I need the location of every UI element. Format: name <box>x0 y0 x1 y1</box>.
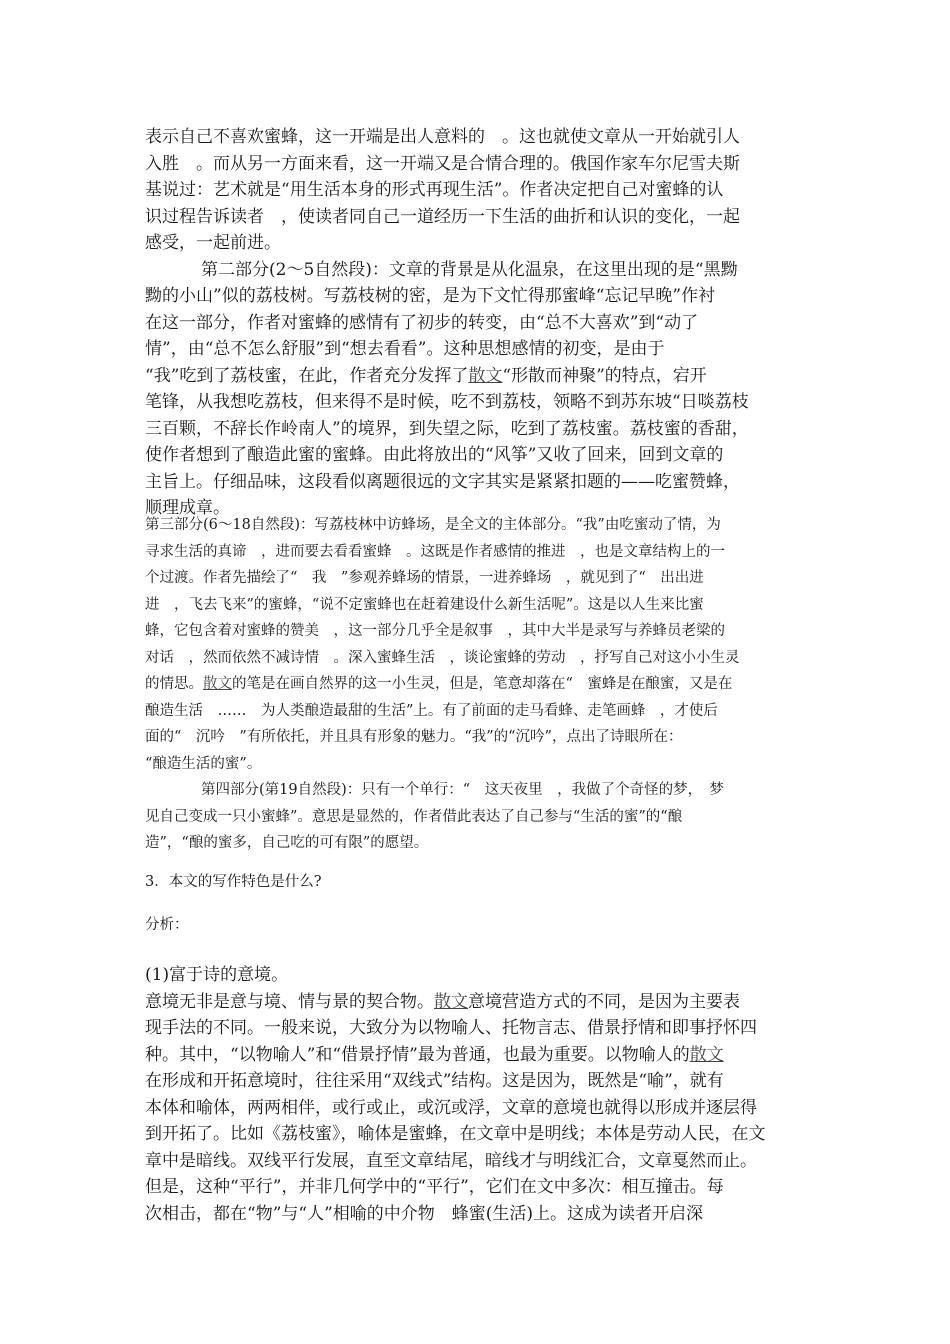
paragraph-line: 三百颗，不辞长作岭南人”的境界，到失望之际，吃到了荔枝蜜。荔枝蜜的香甜， <box>145 418 749 439</box>
paragraph-line: 第三部分(6～18自然段)：写荔枝林中访蜂场，是全文的主体部分。“我”由吃蜜动了情，为 <box>145 517 721 533</box>
line-text: 种。其中，“以物喻人”和“借景抒情”最为普通，也最为重要。以物喻人的 <box>145 1044 690 1065</box>
paragraph-line: 到开拓了。比如《荔枝蜜》，喻体是蜜蜂，在文章中是明线；本体是劳动人民，在文 <box>145 1124 766 1144</box>
section-writing-features <box>145 962 805 1227</box>
prose-link[interactable]: 散文 <box>434 991 468 1012</box>
paragraph-line: 第四部分(第19自然段)：只有一个单行：“ 这天夜里 ，我做了个奇怪的梦， 梦 <box>201 782 724 798</box>
analysis-text: 分析： <box>145 917 189 933</box>
paragraph-line: 造”，“酿的蜜多，自己吃的可有限”的愿望。 <box>145 835 429 851</box>
paragraph-line <box>145 671 805 698</box>
paragraph-line: 个过渡。作者先描绘了“ 我 ”参观养蜂场的情景，一进养蜂场 ，就见到了“ 出出进 <box>145 570 704 586</box>
line-text: 的情思。 <box>145 676 203 692</box>
paragraph-line: 面的“ 沉吟 ”有所依托，并且具有形象的魅力。“我”的“沉吟”，点出了诗眼所在： <box>145 729 683 745</box>
paragraph-line: 表示自己不喜欢蜜蜂，这一开端是出人意料的 。这也就使文章从一开始就引人 <box>145 127 740 147</box>
paragraph-line: 黝的小山”似的荔枝树。写荔枝树的密，是为下文忙得那蜜峰“忘记早晚”作衬 <box>145 286 716 306</box>
paragraph-line: 入胜 。而从另一方面来看，这一开端又是合情合理的。俄国作家车尔尼雪夫斯 <box>145 153 740 174</box>
prose-link[interactable]: 散文 <box>468 365 503 386</box>
paragraph-line: 基说过：艺术就是“用生活本身的形式再现生活”。作者决定把自己对蜜蜂的认 <box>145 180 724 200</box>
prose-link[interactable]: 散文 <box>203 676 232 692</box>
paragraph-line: 使作者想到了酿造此蜜的蜜蜂。由此将放出的“风筝”又收了回来，回到文章的 <box>145 445 724 465</box>
paragraph-line: 顺理成章。 <box>145 498 230 518</box>
line-text: 的笔是在画自然界的这一小生灵，但是，笔意却落在“ 蜜蜂是在酿蜜，又是在 <box>232 676 733 692</box>
paragraph-line: 识过程告诉读者 ，使读者同自己一道经历一下生活的曲折和认识的变化，一起 <box>145 206 740 227</box>
paragraph-line: 见自己变成一只小蜜蜂”。意思是显然的，作者借此表达了自己参与“生活的蜜”的“酿 <box>145 808 683 825</box>
paragraph-line: 蜂，它包含着对蜜蜂的赞美 ，这一部分几乎全是叙事 ，其中大半是录写与养蜂员老梁的 <box>145 623 725 639</box>
paragraph-line <box>145 989 805 1016</box>
analysis-label <box>145 912 805 939</box>
line-text: 意境无非是意与境、情与景的契合物。 <box>145 991 434 1012</box>
paragraph-line: 主旨上。仔细品味，这段看似离题很远的文字其实是紧紧扣题的——吃蜜赞蜂， <box>145 471 740 492</box>
paragraph-line: 情”，由“总不怎么舒服”到“想去看看”。这种思想感情的初变，是由于 <box>145 339 665 359</box>
paragraph-line: 但是，这种“平行”，并非几何学中的“平行”，它们在文中多次：相互撞击。每 <box>145 1177 724 1197</box>
paragraph-line: 现手法的不同。一般来说，大致分为以物喻人、托物言志、借景抒情和即事抒怀四 <box>145 1018 757 1038</box>
paragraph-line <box>145 363 805 390</box>
prose-link[interactable]: 散文 <box>689 1044 724 1065</box>
line-text: 意境营造方式的不同，是因为主要表 <box>468 991 740 1012</box>
question-text: 3．本文的写作特色是什么? <box>145 874 322 890</box>
paragraph-line: 本体和喻体，两两相伴，或行或止，或沉或浮，文章的意境也就得以形成并逐层得 <box>145 1097 757 1118</box>
paragraph-line: 进 ，飞去飞来”的蜜蜂，“说不定蜜蜂也在赶着建设什么新生活呢”。这是以人生来比蜜 <box>145 596 704 613</box>
paragraph-line <box>145 1042 805 1069</box>
paragraph-line: 酿造生活 …… 为人类酿造最甜的生活”上。有了前面的走马看蜂、走笔画蜂 ，才使后 <box>145 702 718 719</box>
paragraph-line: 对话 ，然而依然不减诗情 。深入蜜蜂生活 ，谈论蜜蜂的劳动 ，抒写自己对这小小生灵 <box>145 649 740 666</box>
feature-heading: (1)富于诗的意境。 <box>145 965 289 985</box>
paragraph-line: 笔锋，从我想吃荔枝，但来得不是时候，吃不到荔枝，领略不到苏东坡“日啖荔枝 <box>145 392 749 412</box>
paragraph-line: 在这一部分，作者对蜜蜂的感情有了初步的转变，由“总不大喜欢”到“动了 <box>145 312 699 333</box>
paragraph-line: 次相击，都在“物”与“人”相喻的中介物 蜂蜜(生活)上。这成为读者开启深 <box>145 1203 704 1224</box>
paragraph-line: 感受，一起前进。 <box>145 233 281 253</box>
paragraph-line: “酿造生活的蜜”。 <box>145 755 262 772</box>
line-text: “我”吃到了荔枝蜜，在此，作者充分发挥了 <box>145 365 469 386</box>
section-part-three-four <box>145 512 805 857</box>
paragraph-line: 第二部分(2～5自然段)：文章的背景是从化温泉，在这里出现的是“黑黝 <box>201 259 738 280</box>
paragraph-line: 寻求生活的真谛 ，进而要去看看蜜蜂 。这既是作者感情的推进 ，也是文章结构上的一 <box>145 543 725 560</box>
question-heading <box>145 869 805 896</box>
section-part-one-two <box>145 124 805 522</box>
paragraph-line: 在形成和开拓意境时，往往采用“双线式”结构。这是因为，既然是“喻”，就有 <box>145 1071 724 1091</box>
line-text: “形散而神聚”的特点，宕开 <box>502 365 707 386</box>
paragraph-line: 章中是暗线。双线平行发展，直至文章结尾，暗线才与明线汇合，文章戛然而止。 <box>145 1150 757 1171</box>
